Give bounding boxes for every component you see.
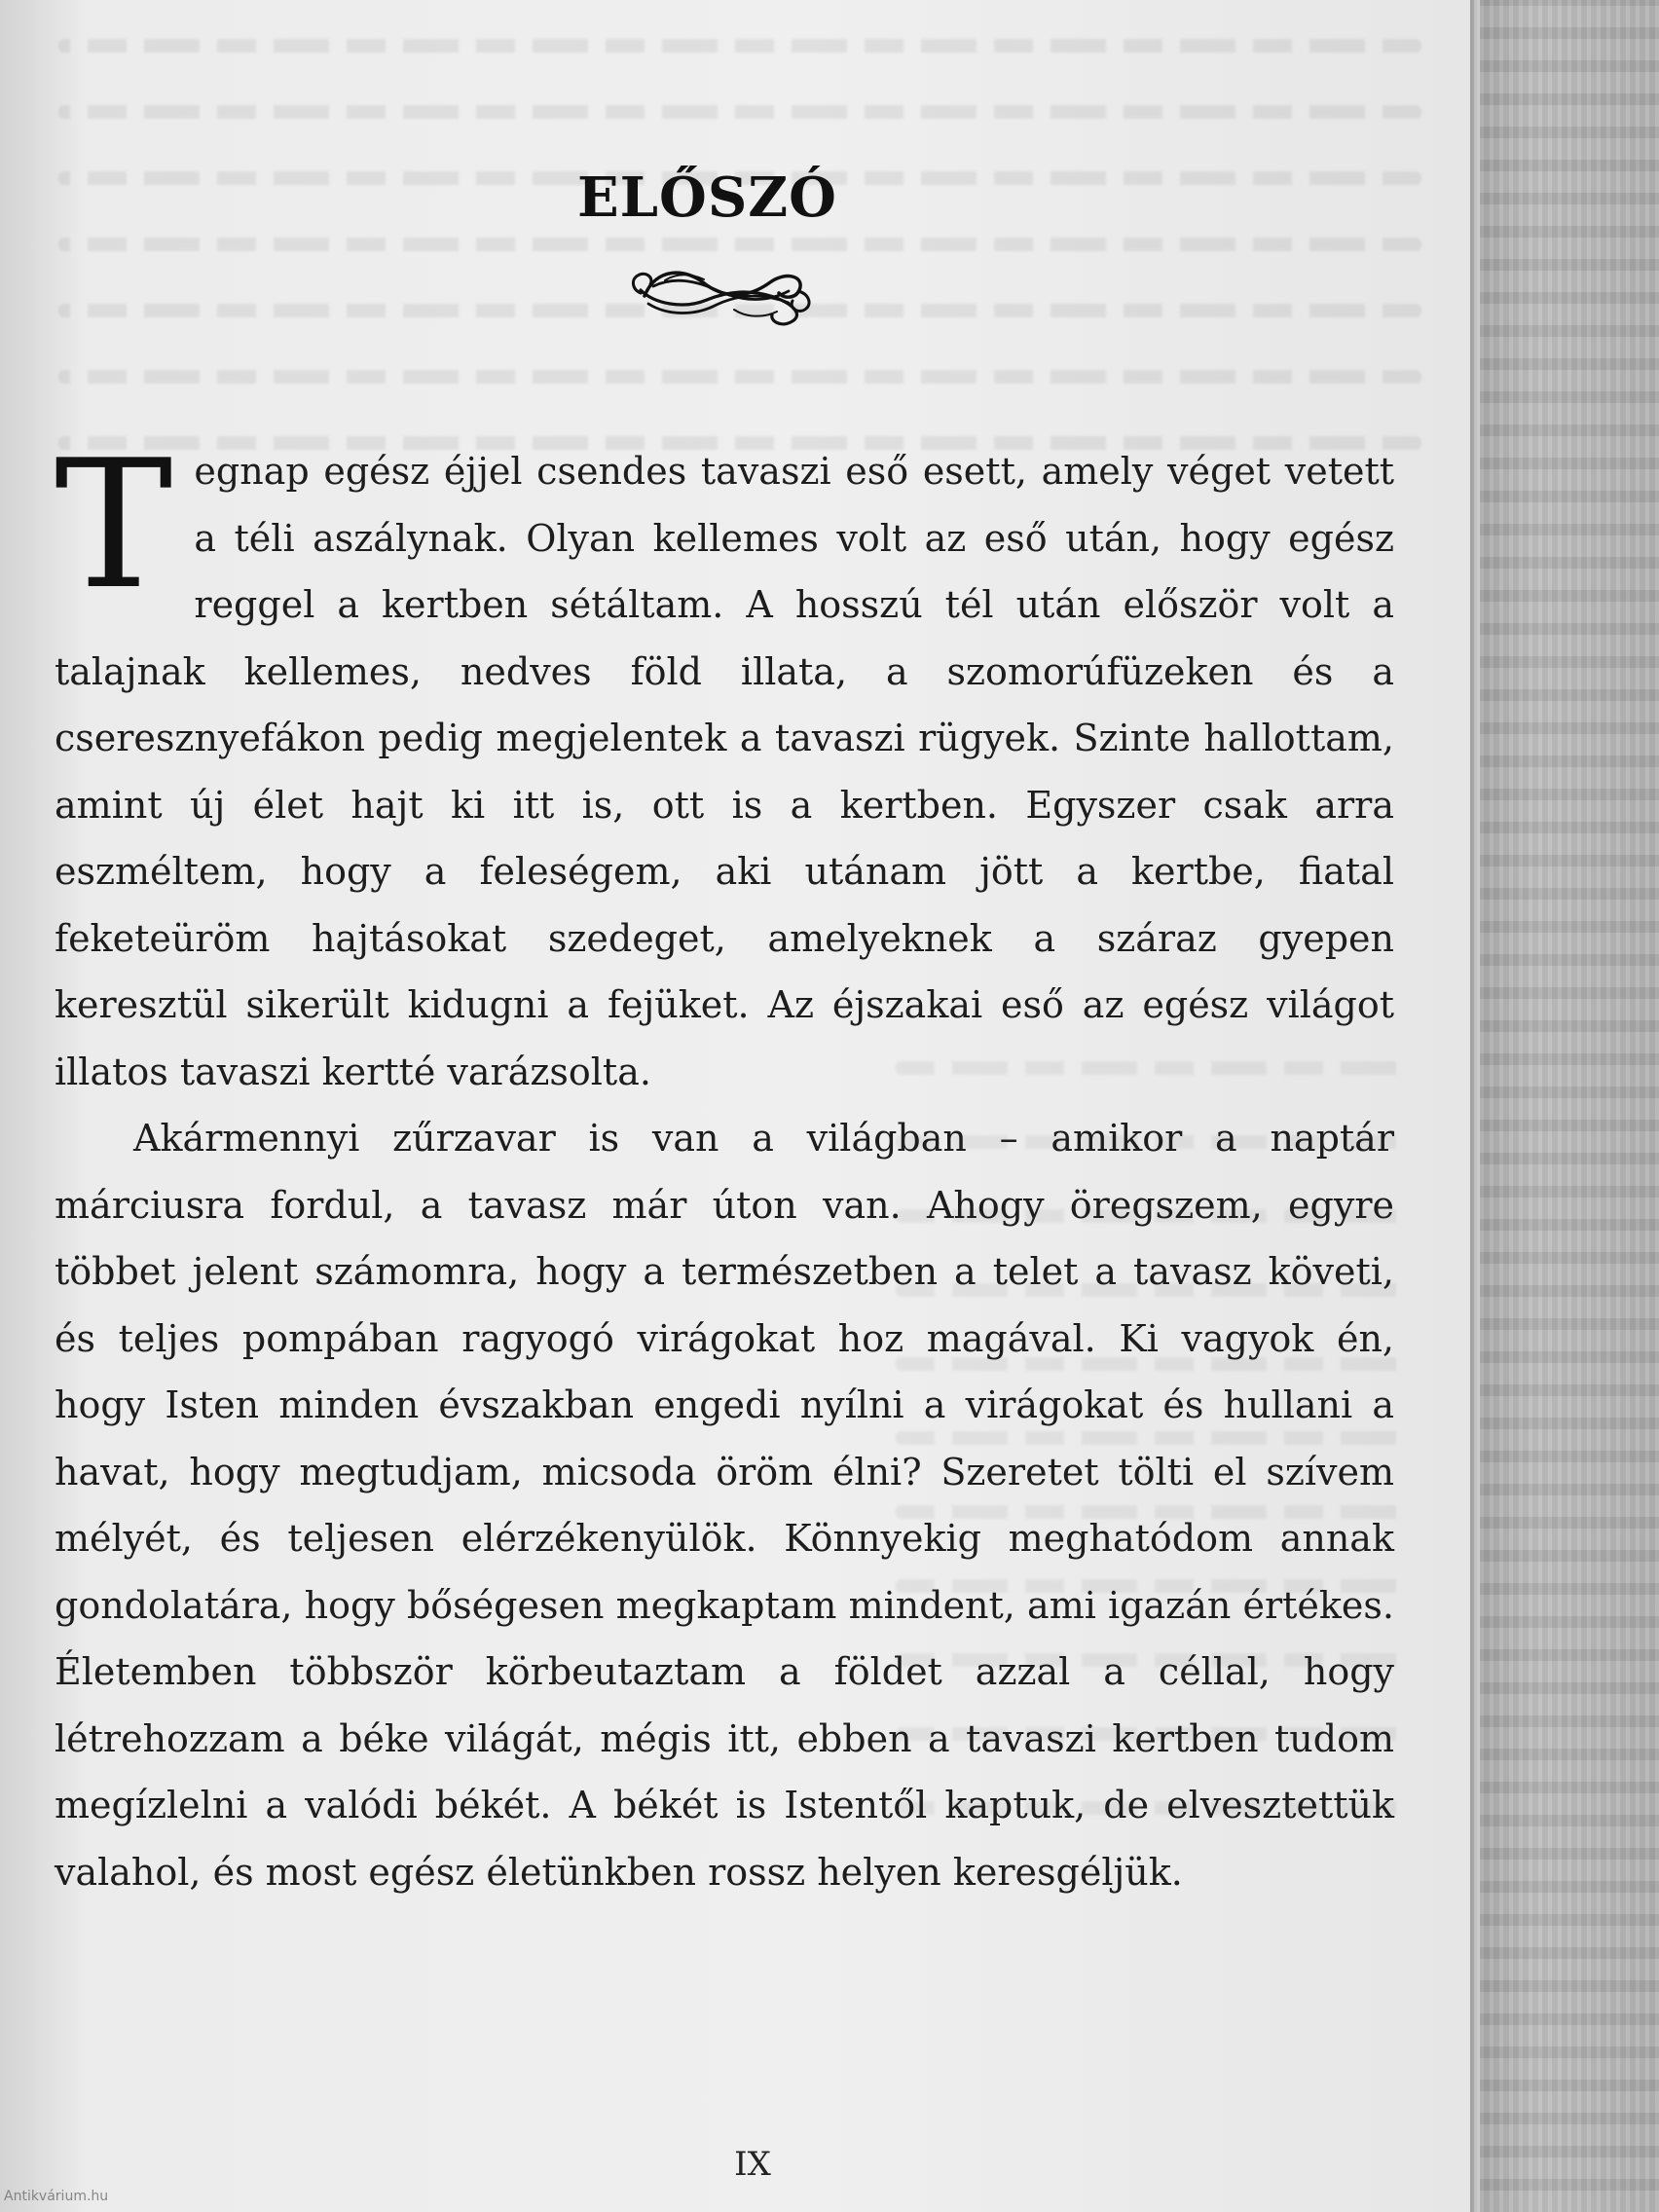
page-number: IX [734,2145,771,2184]
chapter-title: ELŐSZÓ [577,166,837,230]
scanner-background [1480,0,1659,2212]
bleed-through-line [58,39,1421,53]
preface-paragraph-2: Akármennyi zűrzavar is van a világban – amikor a naptár márciusra fordul, a tavasz már úton van. Ahogy öregszem, egyre többet jelent számomra, hogy a természetben a telet a tavasz követi, és teljes pompában ragyogó virágokat hoz magával. Ki vagyok én, hogy Isten minden évszakban engedi nyílni a virágokat és hullani a havat, hogy megtudjam, micsoda öröm élni? Szeretet tölti el szívem mélyét, és teljesen elérzékenyülök. Könnyekig meghatódom annak gondolatára, hogy bőségesen megkaptam mindent, ami igazán értékes. Életemben többször körbeutaztam a földet azzal a céllal, hogy létrehozzam a béke világát, mégis itt, ebben a tavaszi kertben tudom megízlelni a valódi békét. A békét is Istentől kaptuk, de elvesztettük valahol, és most egész életünkben rossz helyen keresgéljük. [55,1117,1394,1894]
watermark: Antikvárium.hu [4,2189,109,2204]
preface-paragraph-1 [55,422,1394,1105]
preface-body [55,422,1394,2103]
bleed-through-line [58,105,1421,119]
flourish-ornament-icon [623,243,816,341]
drop-cap: T [55,422,173,628]
paragraph-text: egnap egész éjjel csendes tavaszi eső esett, amely véget vetett a téli aszálynak. Olyan kellemes volt az eső után, hogy egész reggel a kertben sétáltam. A hosszú tél után először volt a talajnak kellemes, nedves föld illata, a szomorúfüzeken és a cseresznyefákon pedig megjelentek a tavaszi rügyek. Szinte hallottam, amint új élet hajt ki itt is, ott is a kertben. Egyszer csak arra eszméltem, hogy a feleségem, aki utánam jött a kertbe, fiatal feketeüröm hajtásokat szedeget, amelyeknek a száraz gyepen keresztül sikerült kidugni a fejüket. Az éjszakai eső az egész világot illatos tavaszi kertté varázsolta. [55,450,1394,1093]
bleed-through-line [58,370,1421,384]
